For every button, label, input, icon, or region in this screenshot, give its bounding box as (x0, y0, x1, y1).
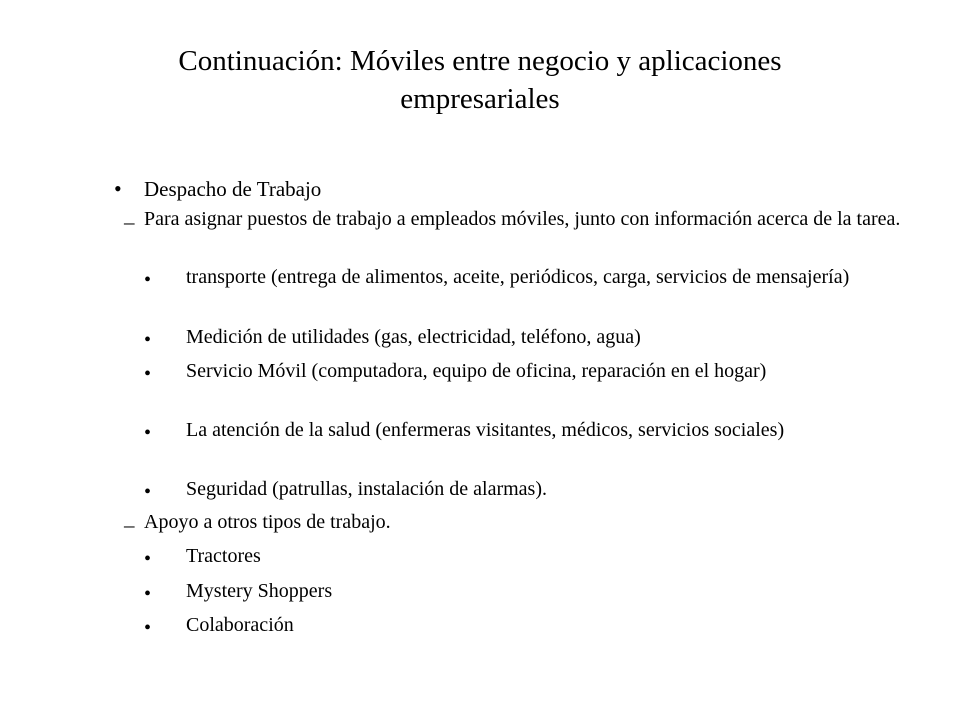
bullet-text: La atención de la salud (enfermeras visitantes, médicos, servicios sociales) (186, 419, 785, 441)
bullet-text: transporte (entrega de alimentos, aceite, periódicos, carga, servicios de mensajería) (186, 266, 850, 288)
bullet-icon: • (144, 329, 152, 351)
bullet-icon: • (144, 583, 152, 605)
slide-title (100, 42, 860, 118)
bullet-text: Despacho de Trabajo (144, 177, 322, 201)
bullet-text: Tractores (186, 545, 261, 567)
bullet-text: Seguridad (patrullas, instalación de alarmas). (186, 478, 547, 500)
bullet-icon: • (114, 176, 122, 201)
bullet-icon: • (144, 363, 152, 385)
bullet-icon: • (144, 548, 152, 570)
dash-text: Para asignar puestos de trabajo a empleados móviles, junto con información acerca de la tarea. (144, 208, 901, 230)
bullet-icon: • (144, 617, 152, 639)
bullet-text: Medición de utilidades (gas, electricidad, teléfono, agua) (186, 326, 641, 348)
dash-icon: – (124, 210, 135, 234)
slide-title-line-1: Continuación: Móviles entre negocio y aplicaciones (178, 45, 782, 77)
bullet-text: Servicio Móvil (computadora, equipo de oficina, reparación en el hogar) (186, 360, 767, 382)
slide-title-line-2: empresariales (400, 83, 560, 115)
dash-icon: – (124, 513, 135, 537)
bullet-text: Colaboración (186, 614, 294, 636)
bullet-icon: • (144, 269, 152, 291)
bullet-text: Mystery Shoppers (186, 580, 333, 602)
bullet-icon: • (144, 422, 152, 444)
dash-text: Apoyo a otros tipos de trabajo. (144, 511, 391, 533)
bullet-icon: • (144, 481, 152, 503)
